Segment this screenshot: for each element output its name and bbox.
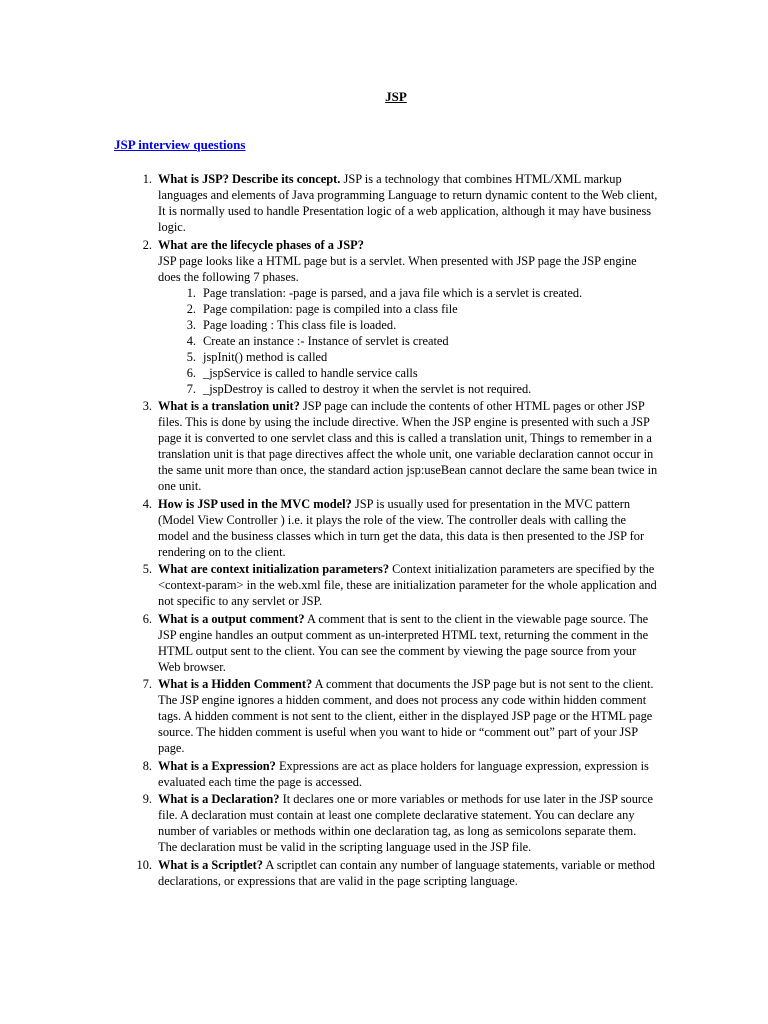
phase-text: Page loading : This class file is loaded. xyxy=(203,317,397,332)
phase-number: 1. xyxy=(186,285,196,300)
phase-item xyxy=(186,365,658,381)
answer-text: Expressions are act as place holders for language expression, expression is evaluated each time the page is accessed. xyxy=(158,758,649,789)
phase-number: 3. xyxy=(186,317,196,332)
phase-text: _jspDestroy is called to destroy it when the servlet is not required. xyxy=(203,381,532,396)
answer-text: A comment that is sent to the client in the viewable page source. The JSP engine handles an output comment as un-interpreted HTML text, returning the comment in the HTML output sent to the client. You can see the comment by viewing the page source from your Web browser. xyxy=(158,611,649,674)
phase-item xyxy=(186,349,658,365)
answer-text: JSP page can include the contents of other HTML pages or other JSP files. This is done by using the include directive. When the JSP engine is presented with such a JSP page it is converted to one servlet class and this is called a translation unit, Things to remember in a translation unit is that page directives affect the whole unit, one variable declaration cannot occur in the same unit more than once, the standard action jsp:useBean cannot declare the same bean twice in one unit. xyxy=(158,399,658,493)
question-text: What is JSP? Describe its concept. xyxy=(158,172,341,186)
question-number: 1. xyxy=(142,172,152,186)
answer-text: JSP page looks like a HTML page but is a servlet. When presented with JSP page the JSP engine does the following 7 phases. xyxy=(158,253,637,284)
question-text: What are the lifecycle phases of a JSP? xyxy=(158,237,364,252)
question-number: 10. xyxy=(136,857,152,872)
phase-item xyxy=(186,301,658,317)
question-text: How is JSP used in the MVC model? xyxy=(158,496,352,511)
section-heading-link[interactable]: JSP interview questions xyxy=(114,137,246,152)
question-item xyxy=(142,171,658,235)
phase-item xyxy=(186,333,658,349)
phase-number: 5. xyxy=(186,349,196,364)
phase-text: _jspService is called to handle service calls xyxy=(203,365,418,380)
question-text: What is a Expression? xyxy=(158,758,276,773)
phase-text: Page compilation: page is compiled into a class file xyxy=(203,301,458,316)
answer-text: A scriptlet can contain any number of language statements, variable or method declarations, or expressions that are valid in the page scripting language. xyxy=(158,857,655,888)
question-text: What are context initialization parameters? xyxy=(158,562,390,576)
phase-list xyxy=(186,285,658,397)
question-number: 4. xyxy=(142,496,152,511)
answer-text: Context initialization parameters are specified by the <context-param> in the web.xml file, these are initialization parameter for the whole application and not specific to any servlet or JSP. xyxy=(158,562,657,608)
question-item xyxy=(142,398,658,494)
phase-item xyxy=(186,381,658,397)
question-item xyxy=(142,676,658,756)
question-item xyxy=(142,496,658,560)
question-item xyxy=(142,791,658,855)
question-text: What is a translation unit? xyxy=(158,399,300,413)
question-text: What is a Declaration? xyxy=(158,792,280,806)
question-number: 8. xyxy=(142,758,152,773)
question-number: 3. xyxy=(142,399,152,413)
question-number: 7. xyxy=(142,677,152,691)
phase-text: Page translation: -page is parsed, and a java file which is a servlet is created. xyxy=(203,285,583,300)
phase-item xyxy=(186,285,658,301)
question-text: What is a Hidden Comment? xyxy=(158,677,313,691)
phase-number: 2. xyxy=(186,301,196,316)
question-item xyxy=(136,857,658,889)
phase-text: jspInit() method is called xyxy=(203,349,328,364)
phase-item xyxy=(186,317,658,333)
phase-number: 4. xyxy=(186,333,196,348)
question-item xyxy=(142,561,658,609)
question-list xyxy=(136,171,658,890)
question-text: What is a Scriptlet? xyxy=(158,857,263,872)
answer-text: JSP is usually used for presentation in the MVC pattern (Model View Controller ) i.e. it plays the role of the view. The controller deals with calling the model and the business classes which in turn get the data, this data is then presented to the JSP for rendering on to the client. xyxy=(158,496,645,559)
question-item xyxy=(142,237,658,397)
question-number: 2. xyxy=(142,237,152,252)
page-title: JSP xyxy=(385,89,407,104)
answer-text: It declares one or more variables or methods for use later in the JSP source file. A declaration must contain at least one complete declarative statement. You can declare any number of variables or methods within one declaration tag, as long as semicolons separate them. The declaration must be valid in the scripting language used in the JSP file. xyxy=(158,792,654,854)
question-number: 9. xyxy=(142,792,152,806)
answer-text: JSP is a technology that combines HTML/XML markup languages and elements of Java programming Language to return dynamic content to the Web client, It is normally used to handle Presentation logic of a web application, although it may have business logic. xyxy=(158,172,658,234)
phase-number: 7. xyxy=(186,381,196,396)
phase-number: 6. xyxy=(186,365,196,380)
question-item xyxy=(142,758,658,790)
question-number: 6. xyxy=(142,611,152,626)
phase-text: Create an instance :- Instance of servlet is created xyxy=(203,333,449,348)
question-item xyxy=(142,611,658,675)
question-number: 5. xyxy=(142,562,152,576)
answer-text: A comment that documents the JSP page but is not sent to the client. The JSP engine ignores a hidden comment, and does not process any code within hidden comment tags. A hidden comment is not sent to the client, either in the displayed JSP page or the HTML page source. The hidden comment is useful when you want to hide or “comment out” part of your JSP page. xyxy=(158,677,654,755)
question-text: What is a output comment? xyxy=(158,611,305,626)
